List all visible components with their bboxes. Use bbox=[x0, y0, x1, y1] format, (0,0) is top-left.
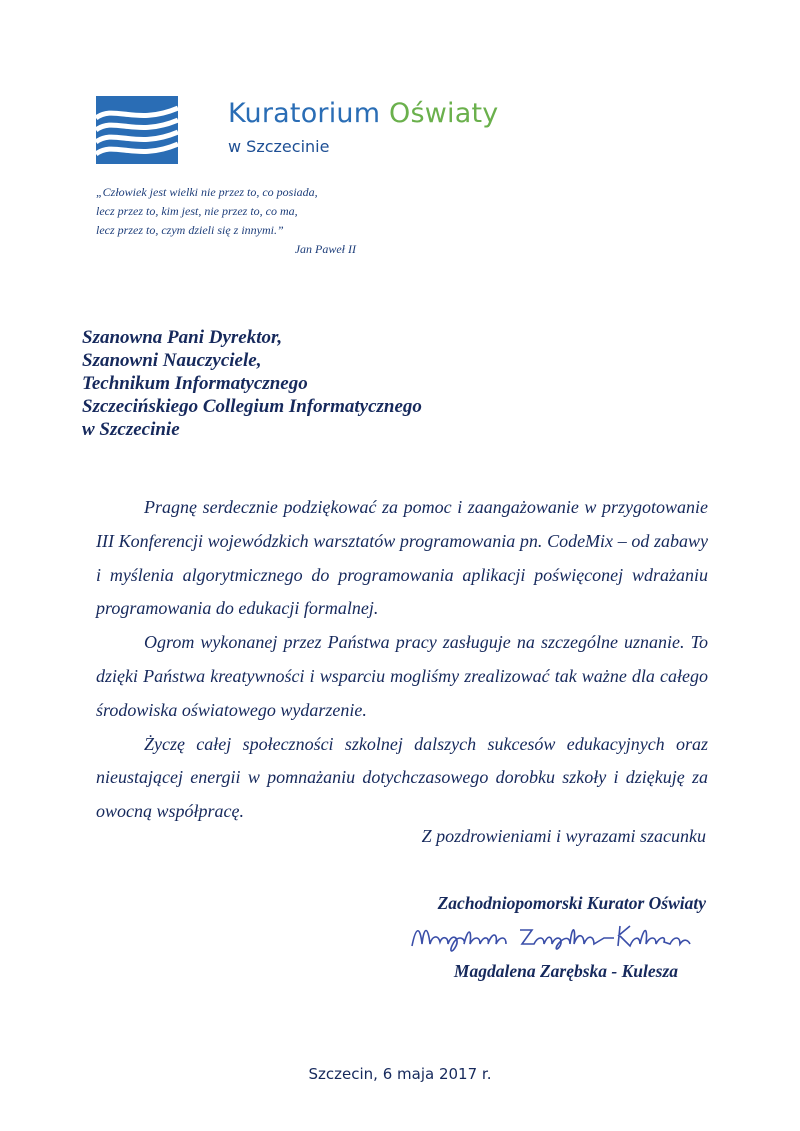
signer-name: Magdalena Zarębska - Kulesza bbox=[453, 961, 678, 981]
motto-quote bbox=[96, 183, 366, 259]
waves-logo-icon bbox=[96, 96, 178, 164]
handwritten-signature bbox=[408, 918, 693, 954]
addressee-line: Szczecińskiego Collegium Informatycznego bbox=[82, 396, 422, 417]
quote-author: Jan Paweł II bbox=[294, 242, 356, 256]
addressee-line: Szanowni Nauczyciele, bbox=[82, 350, 262, 371]
quote-line: lecz przez to, czym dzieli się z innymi.” bbox=[96, 223, 284, 237]
signer-title: Zachodniopomorski Kurator Oświaty bbox=[437, 893, 706, 913]
quote-line: lecz przez to, kim jest, nie przez to, co ma, bbox=[96, 204, 298, 218]
letter-body bbox=[96, 491, 708, 829]
body-paragraph: Pragnę serdecznie podziękować za pomoc i zaangażowanie w przygotowanie III Konferencji wojewódzkich warsztatów programowania pn. CodeMix – od zabawy i myślenia algorytmicznego do programowania aplikacji poświęconej wdrażaniu programowania do edukacji formalnej. bbox=[96, 497, 708, 619]
addressee-line: w Szczecinie bbox=[82, 419, 180, 440]
addressee-line: Technikum Informatycznego bbox=[82, 373, 308, 394]
addressee-block bbox=[82, 326, 422, 441]
body-paragraph: Życzę całej społeczności szkolnej dalszych sukcesów edukacyjnych oraz nieustającej energii w pomnażaniu dotychczasowego dorobku szkoły i dziękuję za owocną współpracę. bbox=[96, 733, 708, 822]
body-paragraph: Ogrom wykonanej przez Państwa pracy zasługuje na szczególne uznanie. To dzięki Państwa kreatywności i wsparciu mogliśmy zrealizować tak ważne dla całego środowiska oświatowego wydarzenie. bbox=[96, 632, 708, 720]
quote-line: „Człowiek jest wielki nie przez to, co posiada, bbox=[96, 185, 318, 199]
org-name bbox=[228, 98, 498, 129]
place-and-date: Szczecin, 6 maja 2017 r. bbox=[308, 1065, 492, 1083]
closing-phrase: Z pozdrowieniami i wyrazami szacunku bbox=[421, 826, 706, 846]
org-name-part2: Oświaty bbox=[389, 98, 499, 129]
org-subtitle: w Szczecinie bbox=[228, 137, 330, 156]
org-name-part1: Kuratorium bbox=[228, 98, 390, 129]
addressee-line: Szanowna Pani Dyrektor, bbox=[82, 327, 283, 348]
